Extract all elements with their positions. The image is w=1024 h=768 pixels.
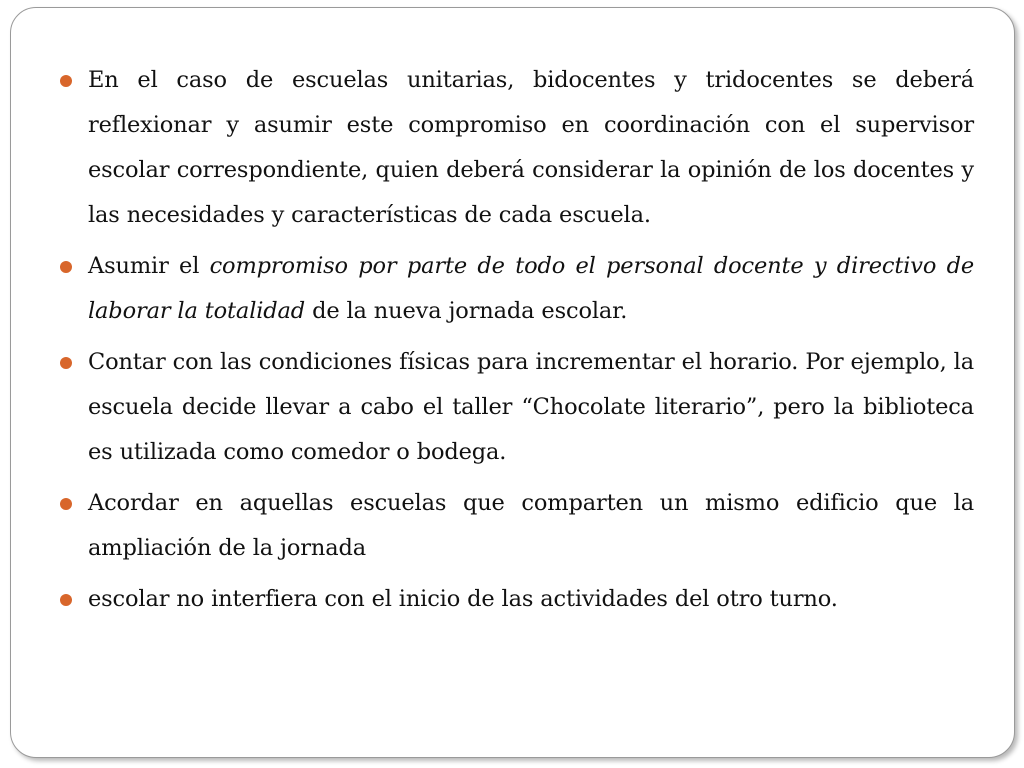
bullet-item-2 [88, 244, 974, 334]
bullet-dot-icon [60, 357, 72, 369]
bullet-text: escolar no interfiera con el inicio de las actividades del otro turno. [88, 586, 838, 612]
bullet-dot-icon [60, 75, 72, 87]
bullet-dot-icon [60, 498, 72, 510]
bullet-item-4 [88, 481, 974, 571]
bullet-text-lead: Asumir el [88, 253, 210, 279]
bullet-list [88, 58, 974, 628]
bullet-dot-icon [60, 594, 72, 606]
bullet-text: En el caso de escuelas unitarias, bidocentes y tridocentes se deberá reflexionar y asumir este compromiso en coordinación con el supervisor escolar correspondiente, quien deberá considerar la opinión de los docentes y las necesidades y características de cada escuela. [88, 67, 974, 228]
bullet-text: Contar con las condiciones físicas para incrementar el horario. Por ejemplo, la escuela decide llevar a cabo el taller “Chocolate literario”, pero la biblioteca es utilizada como comedor o bodega. [88, 349, 974, 465]
bullet-item-1 [88, 58, 974, 238]
bullet-text-tail: de la nueva jornada escolar. [305, 298, 628, 324]
bullet-item-5 [88, 577, 974, 622]
slide-frame [10, 7, 1015, 758]
bullet-text-emphasis: compromiso por parte de todo el personal docente y directivo de laborar la totalidad [88, 253, 975, 324]
bullet-dot-icon [60, 261, 72, 273]
bullet-item-3 [88, 340, 974, 475]
bullet-text: Acordar en aquellas escuelas que comparten un mismo edificio que la ampliación de la jornada [88, 490, 974, 561]
